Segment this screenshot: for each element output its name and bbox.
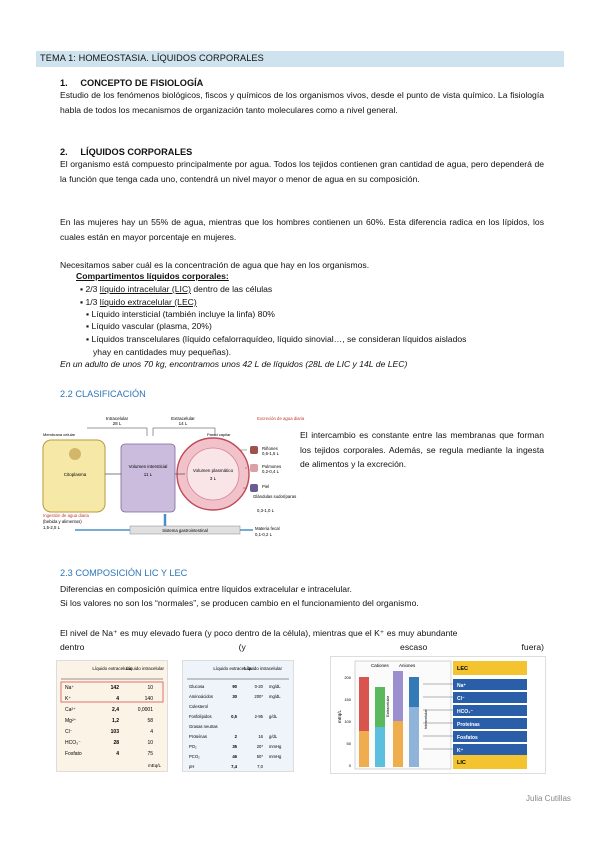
fig-14l: 14 L <box>178 421 188 426</box>
t2-intra: 2-95 <box>254 714 263 719</box>
t2-unit: mg/dL <box>269 684 281 689</box>
kidney-icon <box>250 446 258 454</box>
t1-h1: Líquido extracelular <box>92 666 132 671</box>
word: escaso <box>400 642 428 652</box>
sub-item-transcelulares <box>86 333 546 347</box>
fig3-intracelular: Intracelular <box>423 709 428 729</box>
section-2-3-heading: 2.3 COMPOSICIÓN LIC Y LEC <box>60 568 188 578</box>
t1-intra: 10 <box>147 685 153 691</box>
fig3-label-box <box>453 744 527 755</box>
fig3-extracelular: Extracelular <box>385 695 390 717</box>
t2-extra: 2 <box>234 734 237 739</box>
bar-hco3 <box>375 727 385 767</box>
fig-28l: 28 L <box>112 421 122 426</box>
fluid-compartments-figure <box>35 414 305 544</box>
fig-sistema: Sistema gastrointestinal <box>162 528 208 533</box>
fig-bebida: (bebida y alimentos) <box>43 519 82 524</box>
li-prefix: 1/3 <box>85 297 100 307</box>
t2-extra: 35 <box>232 744 237 749</box>
t2-name: Aminoácidos <box>189 694 213 699</box>
fig-citoplasma: Citoplasma <box>63 472 87 477</box>
fig-plasmatico: Volumen plasmático <box>192 468 234 473</box>
ion-bar-figure <box>330 656 546 774</box>
fig-materia: Materia fecal <box>255 526 280 531</box>
t2-intra: 16 <box>258 734 263 739</box>
section-2-paragraph-3: Necesitamos saber cuál es la concentración de agua que hay en los organismos. <box>60 260 370 270</box>
fig-pared: Pared capilar <box>207 432 231 437</box>
sub-item-text: Líquido intersticial (también incluye la linfa) 80% <box>91 309 275 319</box>
fig3-label: HCO₃⁻ <box>457 709 474 715</box>
section-2-2-heading: 2.2 CLASIFICACIÓN <box>60 389 146 399</box>
section-1-heading: 1. CONCEPTO DE FISIOLOGÍA <box>60 78 204 88</box>
fig-extracelular: Extracelular <box>171 416 195 421</box>
nucleus <box>69 448 81 460</box>
fig3-label: Proteínas <box>457 722 480 728</box>
t1-intra: 140 <box>144 696 153 702</box>
section-1-paragraph: Estudio de los fenómenos biológicos, fiscos y químicos de los organismos vivos, desde el punto de vista químico. La fisiología habla de todos los mecanismos de organización tanto moleculares como a nivel general. <box>60 90 544 115</box>
fig-intracelular: Intracelular <box>105 416 129 421</box>
t1-extra: 103 <box>110 729 119 735</box>
t2-name: Grasas neutras <box>189 724 218 729</box>
t2-name: Colesterol <box>189 704 208 709</box>
t1-ion: Fosfato <box>65 751 82 757</box>
tick: 100 <box>344 719 351 724</box>
compartments-title: Compartimentos líquidos corporales: <box>76 271 229 281</box>
t1-intra: 4 <box>150 729 153 735</box>
t2-h2: Líquido intracelular <box>243 666 283 671</box>
section-2-3-paragraph-2: Si los valores no son los “normales”, se producen cambio en el funcionamiento del organismo. <box>60 598 419 608</box>
t1-extra: 142 <box>110 685 119 691</box>
t1-intra: 0,0001 <box>137 707 153 713</box>
fig-11l: 11 L <box>143 472 153 477</box>
t2-unit: mmHg <box>269 754 282 759</box>
fig3-label: K⁺ <box>457 748 464 754</box>
fig-pulmones-val: 0,2-0,4 L <box>262 469 279 474</box>
section-2-paragraph-2: En las mujeres hay un 55% de agua, mientras que los hombres contienen un 60%. Esta diferencia radica en los lípidos, los cuales están en mayor porcentaje en mujeres. <box>60 217 544 242</box>
fig3-label: Na⁺ <box>457 683 467 689</box>
tick: 0 <box>348 763 351 768</box>
t1-extra: 4 <box>116 751 119 757</box>
t2-extra: 30 <box>232 694 237 699</box>
bullet-icon: ▪ <box>80 297 86 307</box>
t1-ion: Ca²⁺ <box>65 707 76 713</box>
fig-glandulas-val: 0,3-1,0 L <box>257 508 274 513</box>
t1-intra: 58 <box>147 718 153 724</box>
li-suffix: dentro de las células <box>191 284 273 294</box>
skin-icon <box>250 484 258 492</box>
t2-intra: 50* <box>256 754 263 759</box>
bar-prot <box>393 671 403 721</box>
interstitial-volume <box>121 444 175 512</box>
t2-unit: g/dL <box>269 734 278 739</box>
substance-composition-table <box>182 660 294 772</box>
tick: 150 <box>344 697 351 702</box>
t2-intra: 20* <box>256 744 263 749</box>
t1-extra: 2,4 <box>112 707 119 713</box>
t1-ion: Cl⁻ <box>65 729 73 735</box>
t2-unit: g/dL <box>269 714 278 719</box>
fig3-label: Cl⁻ <box>457 696 465 702</box>
bullet-icon: ▪ <box>80 284 86 294</box>
li-term: líquido extracelular (LEC) <box>99 297 197 307</box>
t2-name: Proteínas <box>189 734 207 739</box>
sub-item-text: Líquido vascular (plasma, 20%) <box>91 321 212 331</box>
li-term: líquido intracelular (LIC) <box>99 284 192 294</box>
section-2-paragraph-1: El organismo está compuesto principalmente por agua. Todos los tejidos contienen gran cantidad de agua, pero dependerá de la función que tenga cada uno, contendrá un nivel mayor o menor de agua en su composición. <box>60 159 544 184</box>
t1-ion: HCO₃⁻ <box>65 740 81 746</box>
fig-3l: 3 L <box>209 476 217 481</box>
section-2-3-paragraph-3: El nivel de Na⁺ es muy elevado fuera (y poco dentro de la célula), mientras que el K⁺ es muy abundante <box>60 628 458 638</box>
fig-excrecion: Excreción de agua diaria <box>257 416 305 421</box>
section-2-heading: 2. LÍQUIDOS CORPORALES <box>60 147 193 157</box>
bullet-icon: ▪ <box>86 309 92 319</box>
bar-prot-intra <box>409 707 419 767</box>
ion-composition-table <box>56 660 168 772</box>
fig3-cationes: Cationes <box>371 663 389 668</box>
fig-rinones: Riñones <box>262 446 278 451</box>
t2-name: Fosfolípidos <box>189 714 212 719</box>
bar-na <box>359 677 369 731</box>
fig-intersticial: Volumen intersticial <box>128 464 168 469</box>
t1-unit: mEq/L <box>147 763 161 768</box>
t2-intra: 200* <box>254 694 263 699</box>
fig-materia-val: 0,1-0,2 L <box>255 532 272 537</box>
word: (y <box>238 642 246 652</box>
plasma-volume <box>187 448 239 500</box>
fig3-label: Fosfatos <box>457 735 478 741</box>
sub-item-continuation: yhay en cantidades muy pequeñas). <box>93 347 232 357</box>
t2-unit: mmHg <box>269 744 282 749</box>
t1-ion: K⁺ <box>65 696 71 702</box>
bullet-icon: ▪ <box>86 321 92 331</box>
tick: 200 <box>344 675 351 680</box>
fig-ingestion-val: 1,5-2,5 L <box>43 525 60 530</box>
bar-fosf <box>409 677 419 707</box>
header-bar <box>36 51 564 67</box>
t2-intra: 0-20 <box>254 684 263 689</box>
t1-extra: 28 <box>113 740 119 746</box>
t2-intra: 7,0 <box>257 764 263 769</box>
t1-intra: 10 <box>147 740 153 746</box>
fig3-lec: LEC <box>457 666 468 672</box>
t1-extra: 4 <box>116 696 119 702</box>
t2-h1: Líquido extracelular <box>213 666 253 671</box>
fig-ingestion: Ingestión de agua diaria <box>43 513 89 518</box>
fig-glandulas: Glándulas sudoríparas <box>253 494 297 499</box>
t2-name: pH <box>189 764 195 769</box>
document-title: TEMA 1: HOMEOSTASIA. LÍQUIDOS CORPORALES <box>40 53 264 63</box>
fig3-ylabel: mEq/L <box>337 709 342 723</box>
fig-membrana: Membrana celular <box>43 432 76 437</box>
word: fuera) <box>521 642 544 652</box>
section-2-3-paragraph-1: Diferencias en composición química entre líquidos extracelular e intracelular. <box>60 584 352 594</box>
bar-cl <box>375 687 385 727</box>
fig-pulmones: Pulmones <box>262 464 282 469</box>
t2-name: PCO₂ <box>189 754 200 759</box>
li-prefix: 2/3 <box>85 284 100 294</box>
t1-ion: Mg²⁺ <box>65 718 77 724</box>
fig3-aniones: Aniones <box>399 663 416 668</box>
footer-author: Julia Cutillas <box>526 794 571 803</box>
fig3-lic: LIC <box>457 760 466 766</box>
t2-extra: 7,4 <box>231 764 237 769</box>
t2-extra: 0,5 <box>231 714 237 719</box>
t1-ion: Na⁺ <box>65 685 75 691</box>
word: dentro <box>60 642 85 652</box>
section-2-2-text: El intercambio es constante entre las membranas que forman los tejidos corporales. Además, se regula mediante la ingesta de alimentos y la excreción. <box>300 430 544 470</box>
bullet-icon: ▪ <box>86 334 92 344</box>
sub-item-text: Líquidos transcelulares (líquido cefalorraquídeo, líquido sinovial…, se consideran líquidos aislados <box>91 334 467 344</box>
t2-extra: 90 <box>232 684 237 689</box>
t1-h2: Líquido intracelular <box>125 666 165 671</box>
adult-note: En un adulto de unos 70 kg, encontramos unos 42 L de líquidos (28L de LIC y 14L de LEC) <box>60 359 408 369</box>
t2-name: Glucosa <box>189 684 205 689</box>
bar-k-extra <box>359 731 369 767</box>
t2-name: PO₂ <box>189 744 197 749</box>
fig-rinones-val: 0,6-1,5 L <box>262 451 279 456</box>
bar-k <box>393 721 403 767</box>
list-item-lic <box>80 283 272 297</box>
t1-extra: 1,2 <box>112 718 119 724</box>
t2-extra: 46 <box>232 754 237 759</box>
t1-intra: 75 <box>147 751 153 757</box>
t2-unit: mg/dL <box>269 694 281 699</box>
lung-icon <box>250 464 258 472</box>
fig-piel: Piel <box>262 484 270 489</box>
sub-item-vascular <box>86 320 212 334</box>
section-2-3-paragraph-3-cont <box>60 640 544 655</box>
tick: 50 <box>346 741 351 746</box>
